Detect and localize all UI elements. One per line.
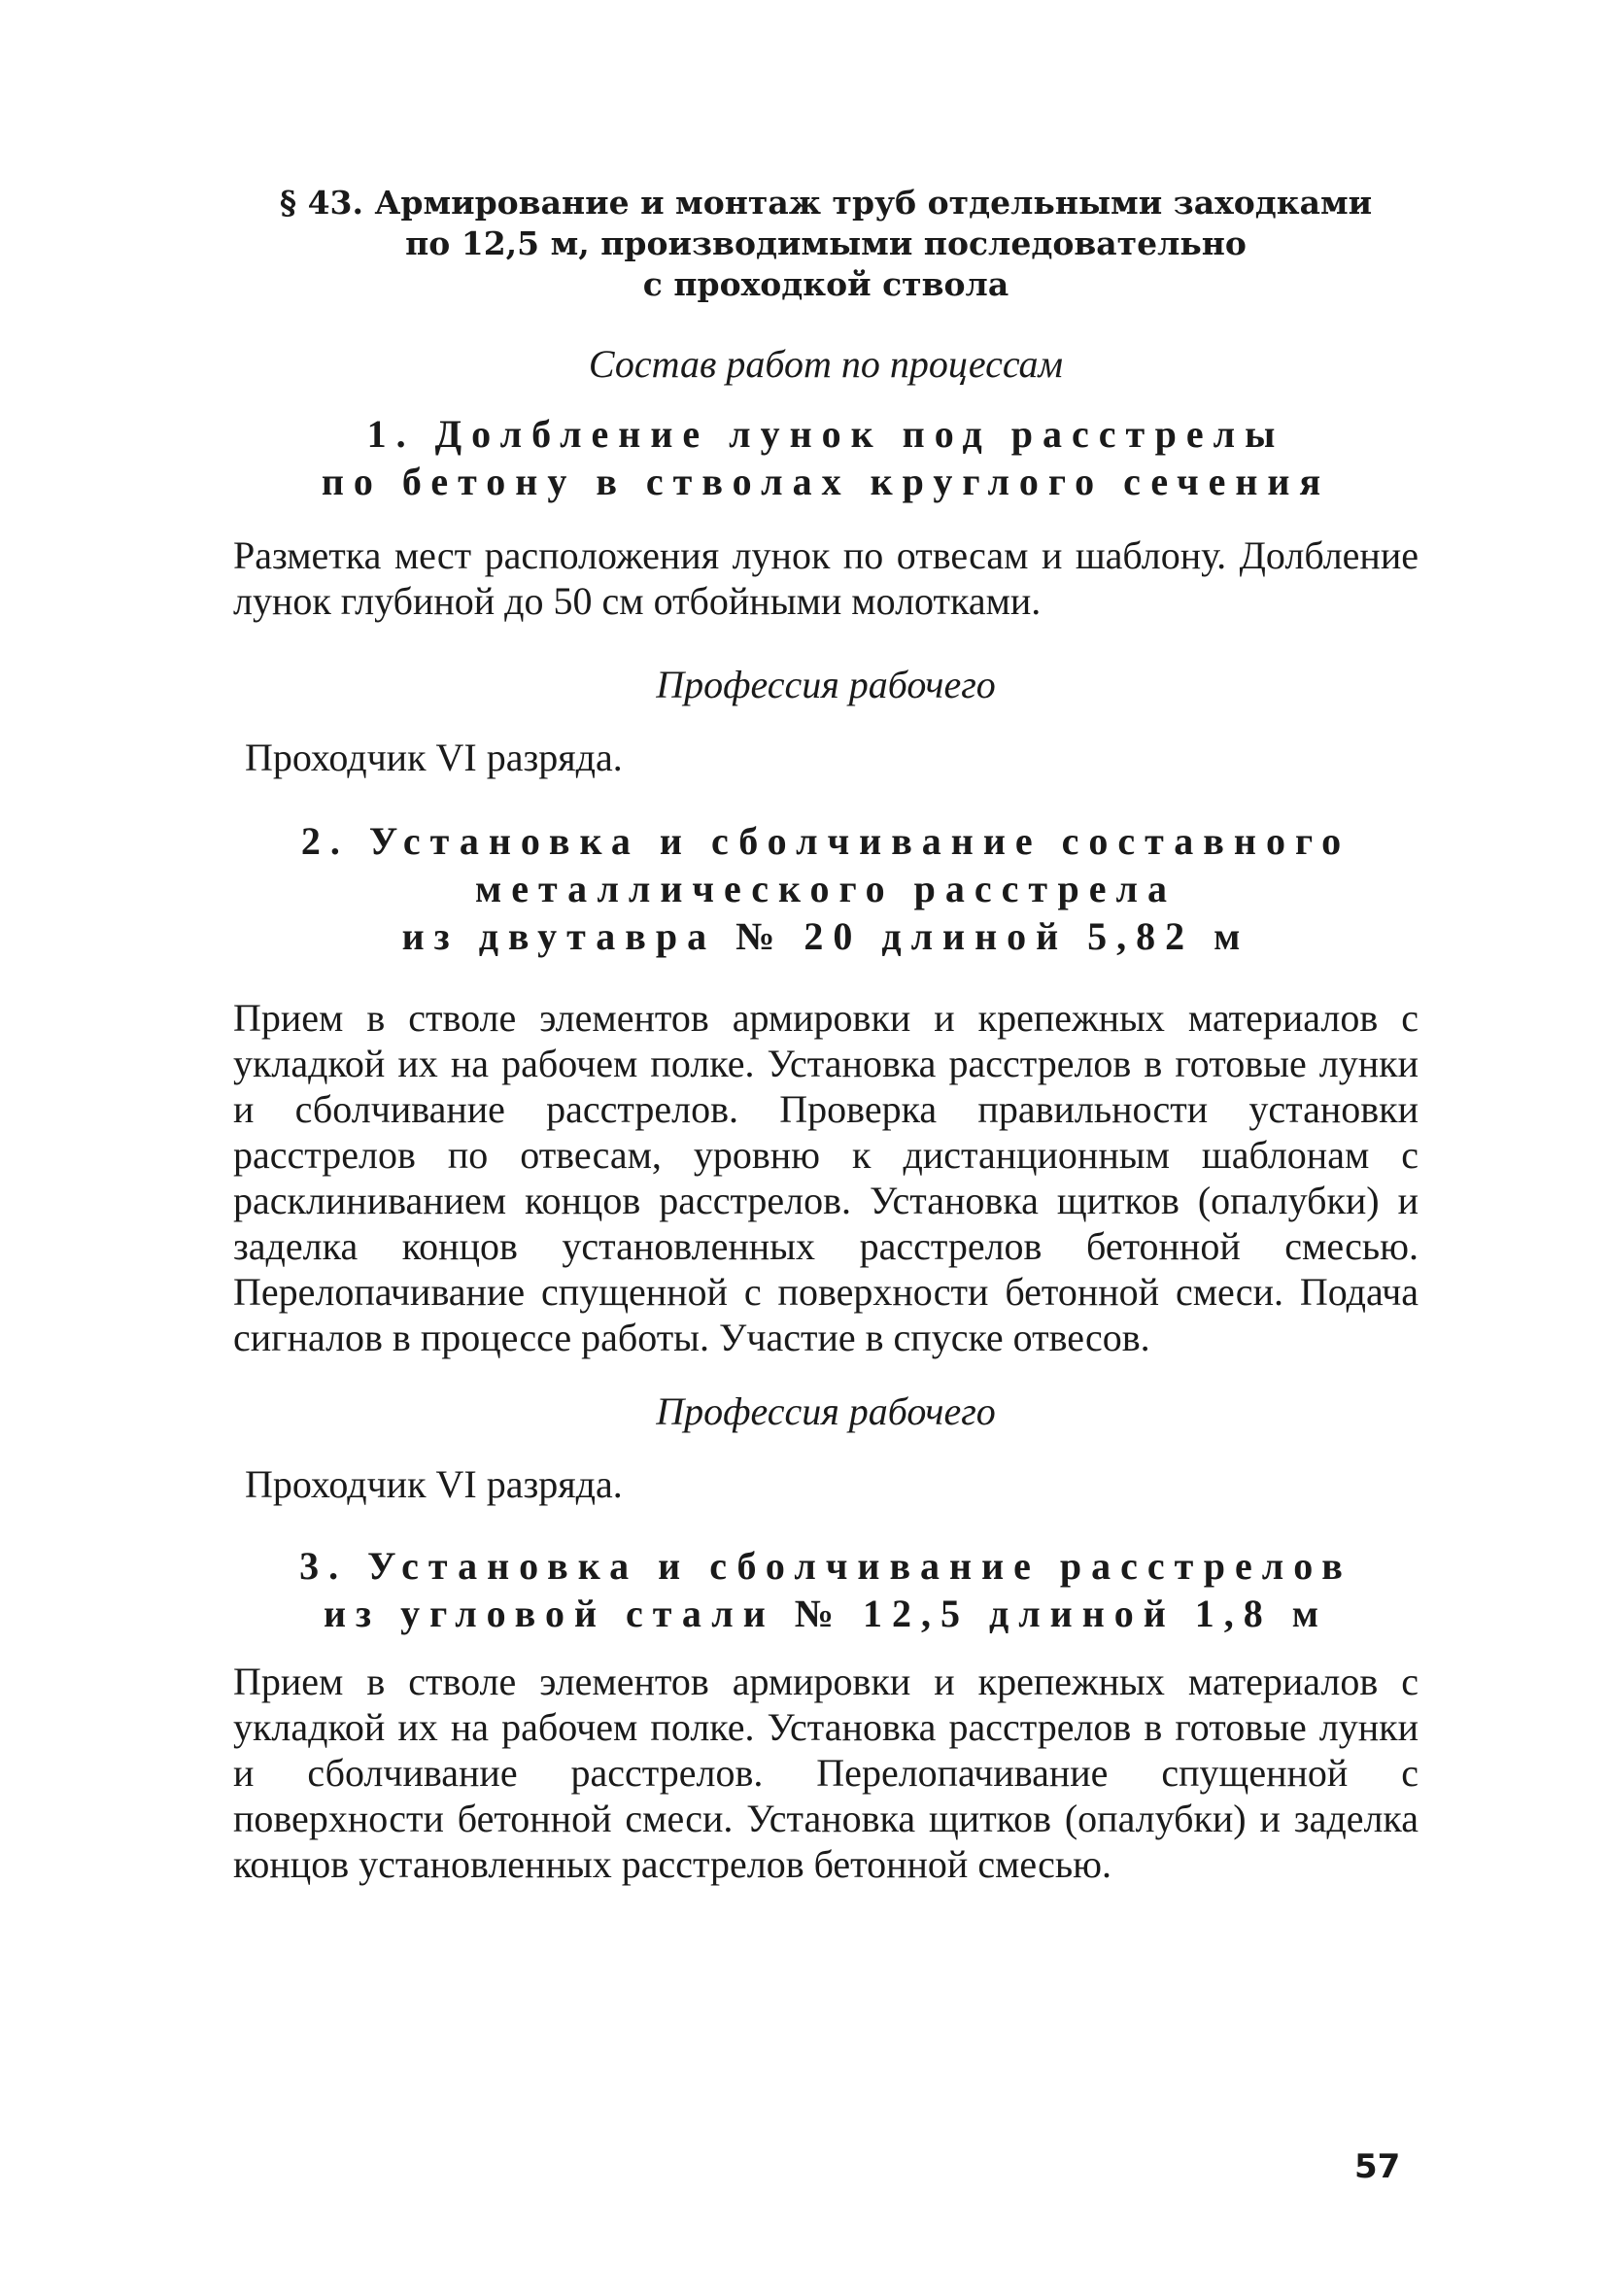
process-2-profession-heading: Профессия рабочего <box>656 1389 996 1433</box>
process-heading-line: из двутавра № 20 длиной 5,82 м <box>401 914 1250 958</box>
section-title-line: § 43. Армирование и монтаж труб отдельными заходками <box>279 184 1373 222</box>
composition-heading: Состав работ по процессам <box>588 342 1064 386</box>
process-heading-line: металлического расстрела <box>475 867 1177 910</box>
page-content <box>233 183 1419 1887</box>
section-title-line: по 12,5 м, производимыми последовательно <box>405 224 1247 262</box>
process-heading-line: 2. Установка и сболчивание составного <box>300 819 1351 863</box>
process-heading-line: из угловой стали № 12,5 длиной 1,8 м <box>323 1592 1329 1635</box>
process-2-heading <box>233 817 1419 960</box>
section-title-line: с проходкой ствола <box>642 265 1009 303</box>
process-1-description: Разметка мест расположения лунок по отвесам и шаблону. Долбление лунок глубиной до 50 см отбойными молотками. <box>233 533 1419 623</box>
section-title <box>233 183 1419 305</box>
page-number: 57 <box>1354 2147 1401 2186</box>
process-1-profession-heading: Профессия рабочего <box>656 663 996 706</box>
process-3-description: Прием в стволе элементов армировки и крепежных материалов с укладкой их на рабочем полке. Установка расстрелов в готовые лунки и сболчивание расстрелов. Перелопачивание спущенной с поверхности бетонной смеси. Установка щитков (опалубки) и заделка концов установленных расстрелов бетонной смесью. <box>233 1660 1419 1886</box>
process-1-heading <box>233 410 1419 505</box>
process-2-description: Прием в стволе элементов армировки и крепежных материалов с укладкой их на рабочем полке. Установка расстрелов в готовые лунки и сболчивание расстрелов. Проверка правильности установки расстрелов по отвесам, уровню к дистанционным шаблонам с расклиниванием концов расстрелов. Установка щитков (опалубки) и заделка концов установленных расстрелов бетонной смесью. Перелопачивание спущенной с поверхности бетонной смеси. Подача сигналов в процессе работы. Участие в спуске отвесов. <box>233 996 1419 1359</box>
process-heading-line: 3. Установка и сболчивание расстрелов <box>299 1544 1352 1588</box>
process-heading-line: по бетону в стволах круглого сечения <box>321 460 1331 503</box>
process-1-profession: Проходчик VI разряда. <box>245 736 623 779</box>
process-2-profession: Проходчик VI разряда. <box>245 1462 623 1506</box>
process-heading-line: 1. Долбление лунок под расстрелы <box>366 412 1285 456</box>
process-3-heading <box>233 1542 1419 1637</box>
